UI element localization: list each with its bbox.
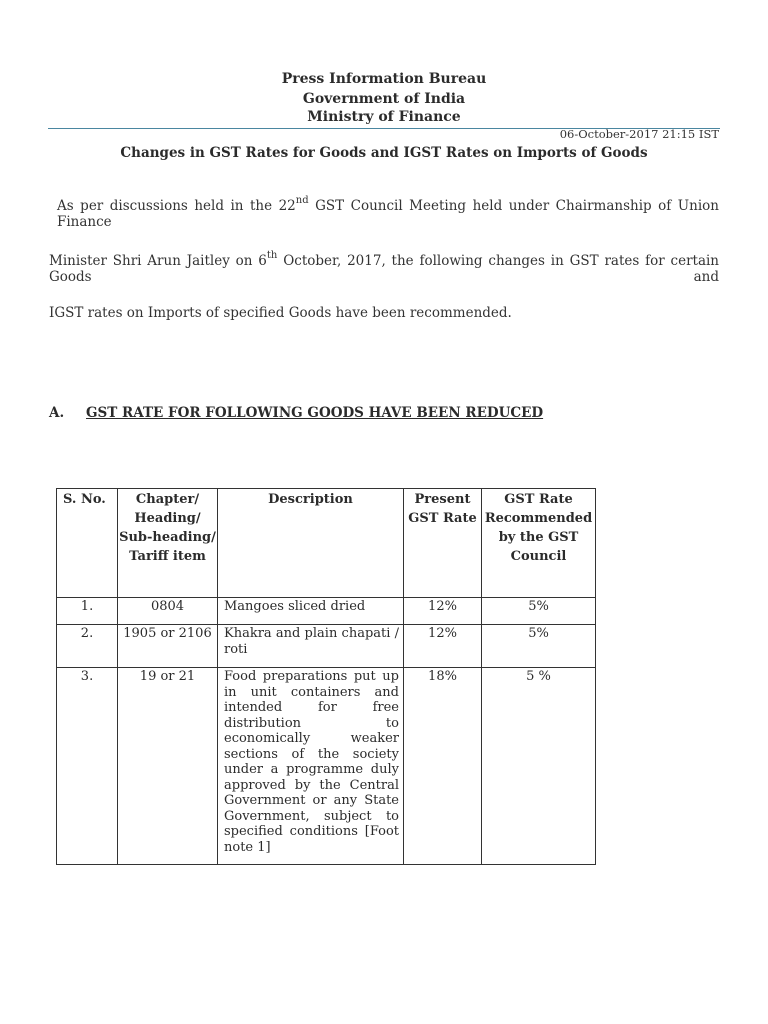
- header-description: Description: [218, 489, 404, 598]
- gst-rate-table: [56, 488, 596, 865]
- header-chapter: Chapter/ Heading/ Sub-heading/ Tariff item: [118, 489, 218, 598]
- header-recommended-rate: GST Rate Recommended by the GST Council: [482, 489, 596, 598]
- cell-sno: 3.: [57, 668, 118, 865]
- cell-recommended-rate: 5%: [482, 598, 596, 625]
- header-ministry: Ministry of Finance: [307, 109, 461, 125]
- paragraph-line-3: IGST rates on Imports of specified Goods have been recommended.: [49, 305, 512, 321]
- release-date: 06-October-2017 21:15 IST: [559, 127, 719, 141]
- cell-sno: 2.: [57, 625, 118, 668]
- section-letter: A.: [49, 405, 65, 421]
- cell-present-rate: 12%: [404, 625, 482, 668]
- paragraph-line-2-post: October, 2017, the following changes in GST rates for certain Goods and: [49, 253, 720, 285]
- cell-recommended-rate: 5%: [482, 625, 596, 668]
- section-title: GST RATE FOR FOLLOWING GOODS HAVE BEEN REDUCED: [86, 405, 544, 421]
- cell-present-rate: 12%: [404, 598, 482, 625]
- cell-description: Food preparations put up in unit containers and intended for free distribution to economically weaker sections of the society under a programme duly approved by the Central Government or any State Government, subject to specified conditions [Foot note 1]: [218, 668, 404, 865]
- cell-chapter: 0804: [118, 598, 218, 625]
- table-row: [57, 668, 596, 865]
- cell-description: Mangoes sliced dried: [218, 598, 404, 625]
- paragraph-line-2-pre: Minister Shri Arun Jaitley on 6: [49, 253, 267, 269]
- cell-chapter: 19 or 21: [118, 668, 218, 865]
- header-bureau: Press Information Bureau: [281, 71, 487, 87]
- paragraph-line-1: [49, 195, 719, 230]
- table-row: [57, 625, 596, 668]
- paragraph-line-1-post: GST Council Meeting held under Chairmanship of Union Finance: [57, 198, 719, 230]
- header-government: Government of India: [302, 91, 466, 107]
- section-a-heading: [49, 405, 543, 421]
- ordinal-suffix: nd: [295, 195, 309, 206]
- ordinal-suffix: th: [266, 250, 278, 261]
- cell-recommended-rate: 5 %: [482, 668, 596, 865]
- paragraph-line-2: [49, 250, 720, 285]
- header-sno: S. No.: [57, 489, 118, 598]
- document-title: Changes in GST Rates for Goods and IGST Rates on Imports of Goods: [120, 145, 648, 161]
- cell-sno: 1.: [57, 598, 118, 625]
- cell-present-rate: 18%: [404, 668, 482, 865]
- paragraph-line-1-pre: As per discussions held in the 22: [57, 198, 296, 214]
- header-present-rate: Present GST Rate: [404, 489, 482, 598]
- table-row: [57, 598, 596, 625]
- table-header-row: [57, 489, 596, 598]
- cell-description: Khakra and plain chapati / roti: [218, 625, 404, 668]
- cell-chapter: 1905 or 2106: [118, 625, 218, 668]
